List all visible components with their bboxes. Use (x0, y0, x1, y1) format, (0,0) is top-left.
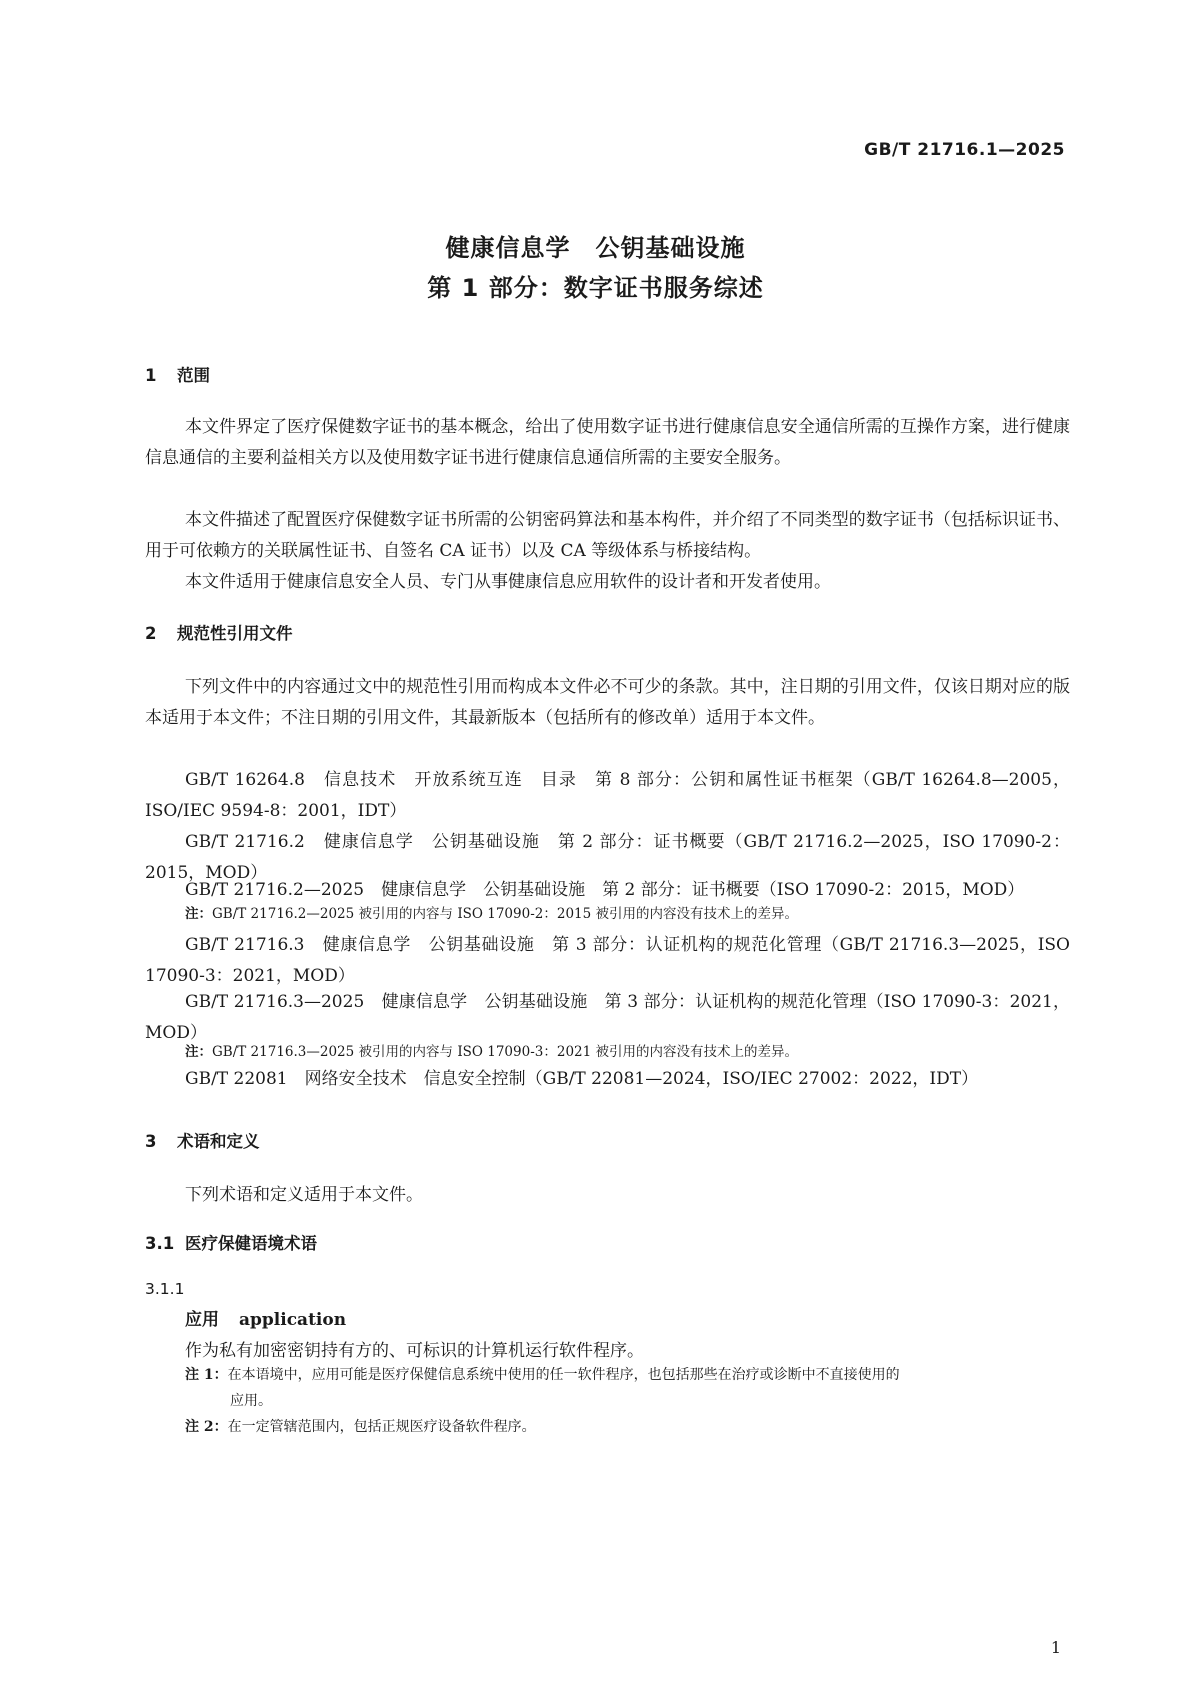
reference-item-1: GB/T 16264.8 信息技术 开放系统互连 目录 第 8 部分：公钥和属性证书框架（GB/T 16264.8—2005，ISO/IEC 9594-8：2001，IDT） (145, 770, 1070, 821)
scope-paragraph-2: 本文件描述了配置医疗保健数字证书所需的公钥密码算法和基本构件，并介绍了不同类型的数字证书（包括标识证书、用于可依赖方的关联属性证书、自签名 CA 证书）以及 CA 等级体系与桥接结构。 (145, 510, 1070, 561)
subsection-number: 3.1 (145, 1234, 175, 1253)
terms-intro: 下列术语和定义适用于本文件。 (185, 1185, 423, 1205)
reference-note-1: 注：GB/T 21716.2—2025 被引用的内容与 ISO 17090-2：2015 被引用的内容没有技术上的差异。 (185, 906, 798, 922)
term-heading (185, 1305, 346, 1330)
normative-intro: 下列文件中的内容通过文中的规范性引用而构成本文件必不可少的条款。其中，注日期的引用文件，仅该日期对应的版本适用于本文件；不注日期的引用文件，其最新版本（包括所有的修改单）适用于本文件。 (145, 677, 1070, 728)
subsection-3-1-heading (145, 1230, 317, 1254)
reference-item-4: GB/T 21716.3 健康信息学 公钥基础设施 第 3 部分：认证机构的规范化管理（GB/T 21716.3—2025，ISO 17090-3：2021，MOD） (145, 935, 1070, 986)
term-number: 3.1.1 (145, 1280, 185, 1298)
term-note-1: 注 1：在本语境中，应用可能是医疗保健信息系统中使用的任一软件程序，也包括那些在治疗或诊断中不直接使用的 应用。 (185, 1367, 900, 1409)
section-number: 1 (145, 366, 157, 385)
scope-paragraph-3: 本文件适用于健康信息安全人员、专门从事健康信息应用软件的设计者和开发者使用。 (185, 572, 831, 592)
reference-item-6: GB/T 22081 网络安全技术 信息安全控制（GB/T 22081—2024，ISO/IEC 27002：2022，IDT） (185, 1069, 979, 1089)
scope-paragraph-1: 本文件界定了医疗保健数字证书的基本概念，给出了使用数字证书进行健康信息安全通信所需的互操作方案，进行健康信息通信的主要利益相关方以及使用数字证书进行健康信息通信所需的主要安全服务。 (145, 417, 1070, 468)
reference-item-5: GB/T 21716.3—2025 健康信息学 公钥基础设施 第 3 部分：认证机构的规范化管理（ISO 17090-3：2021，MOD） (145, 992, 1070, 1043)
term-note-2: 注 2：在一定管辖范围内，包括正规医疗设备软件程序。 (185, 1419, 536, 1435)
reference-item-3: GB/T 21716.2—2025 健康信息学 公钥基础设施 第 2 部分：证书概要（ISO 17090-2：2015，MOD） (185, 880, 1025, 900)
term-english: application (239, 1310, 347, 1330)
reference-note-2: 注：GB/T 21716.3—2025 被引用的内容与 ISO 17090-3：2021 被引用的内容没有技术上的差异。 (185, 1044, 798, 1060)
term-definition: 作为私有加密密钥持有方的、可标识的计算机运行软件程序。 (185, 1341, 644, 1361)
section-1-heading (145, 362, 210, 386)
section-title: 术语和定义 (177, 1132, 260, 1151)
subsection-title: 医疗保健语境术语 (185, 1234, 317, 1253)
page-number: 1 (1050, 1638, 1061, 1657)
section-3-heading (145, 1128, 260, 1152)
section-number: 3 (145, 1132, 157, 1151)
section-title: 范围 (177, 366, 210, 385)
section-title: 规范性引用文件 (177, 624, 293, 643)
term-chinese: 应用 (185, 1310, 219, 1330)
section-2-heading (145, 620, 293, 644)
section-number: 2 (145, 624, 157, 643)
reference-item-2: GB/T 21716.2 健康信息学 公钥基础设施 第 2 部分：证书概要（GB/T 21716.2—2025，ISO 17090-2：2015，MOD） (145, 832, 1070, 883)
document-title-line1: 健康信息学 公钥基础设施 (445, 234, 746, 262)
document-title-line2: 第 1 部分：数字证书服务综述 (427, 274, 764, 302)
standard-number: GB/T 21716.1—2025 (864, 140, 1065, 160)
